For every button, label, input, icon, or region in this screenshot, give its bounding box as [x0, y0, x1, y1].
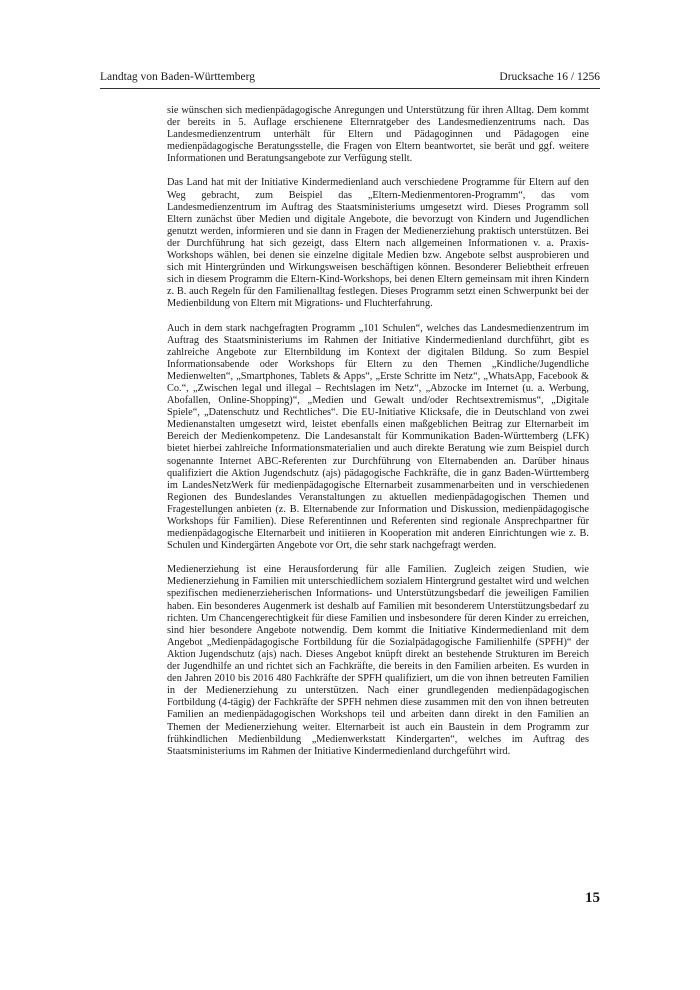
body-text	[167, 105, 589, 770]
header-rule	[100, 88, 600, 89]
paragraph-4: Medienerziehung ist eine Herausforderung für alle Familien. Zugleich zeigen Studien, wie Medienerziehung in Familien mit unterschiedlichem sozialem Hintergrund gestaltet wird und welchen spezifischen medienerzieherischen Informations- und Unterstützungsbedarf die jeweiligen Familien haben. Ein besonderes Augenmerk ist deshalb auf Familien mit besonderem Unterstützungsbedarf zu richten. Um Chancengerechtigkeit für diese Familien und insbesondere für deren Kinder zu erreichen, sind hier besondere Angebote notwendig. Dem kommt die Initiative Kindermedienland mit dem Angebot „Medienpädagogische Fortbildung für die Sozialpädagogische Familienhilfe (SPFH)“ der Aktion Jugendschutz (ajs) nach. Dieses Angebot knüpft direkt an bestehende Strukturen im Bereich der Jugendhilfe an und richtet sich an Fachkräfte, die bereits in den Familien arbeiten. Es wurden in den Jahren 2010 bis 2016 480 Fachkräfte der SPFH qualifiziert, um die von ihnen betreuten Familien in der Medienerziehung zu unterstützen. Nach einer grundlegenden medienpädagogischen Fortbildung (4-tägig) der Fachkräfte der SPFH nehmen diese zusammen mit den von ihnen betreuten Familien an medienpädagogischen Workshops teil und arbeiten dann direkt in den Familien an Themen der Medienerziehung weiter. Elternarbeit ist auch ein Baustein in dem Programm zur frühkindlichen Medienbildung „Medienwerkstatt Kindergarten“, welches im Auftrag des Staatsministeriums im Rahmen der Initiative Kindermedienland durchgeführt wird.	[167, 564, 589, 757]
header-document-number: Drucksache 16 / 1256	[499, 71, 600, 83]
page-header	[100, 70, 600, 88]
page-number: 15	[585, 890, 600, 906]
paragraph-1: sie wünschen sich medienpädagogische Anregungen und Unterstützung für ihren Alltag. Dem kommt der bereits in 5. Auflage erschienene Elternratgeber des Landesmedienzentrums nach. Das Landesmedienzentrum unterhält für Eltern und Pädagoginnen und Pädagogen eine medienpädagogische Beratungsstelle, die Fragen von Eltern beantwortet, sie berät und ggf. weitere Informationen und Beratungsangebote zur Verfügung stellt.	[167, 105, 589, 165]
header-parliament-name: Landtag von Baden-Württemberg	[100, 71, 255, 83]
paragraph-3: Auch in dem stark nachgefragten Programm „101 Schulen“, welches das Landesmedienzentrum im Auftrag des Staatsministeriums im Rahmen der Initiative Kindermedienland durchführt, gibt es zahlreiche Angebote zur Elternbildung im Kontext der digitalen Bildung. So zum Bespiel Informationsabende oder Workshops für Eltern zu den Themen „Kindliche/Jugendliche Medienwelten“, „Smartphones, Tablets & Apps“, „Erste Schritte im Netz“, „WhatsApp, Facebook & Co.“, „Zwischen legal und illegal – Rechtslagen im Netz“, „Abzocke im Internet (u. a. Werbung, Abofallen, Online-Shopping)“, „Medien und Gewalt und/oder Rechtsextremismus“, „Digitale Spiele“, „Datenschutz und Rechtliches“. Die EU-Initiative Klicksafe, die in Deutschland von zwei Medienanstalten umgesetzt wird, leistet ebenfalls einen maßgeblichen Beitrag zur Elternarbeit im Bereich der Medienkompetenz. Die Landesanstalt für Kommunikation Baden-Württemberg (LFK) bietet hierbei zahlreiche Informationsmaterialien und auch direkte Beratung wie zum Beispiel durch sogenannte Internet ABC-Referenten zur Durchführung von Elternabenden an. Darüber hinaus qualifiziert die Aktion Jugendschutz (ajs) pädagogische Fachkräfte, die in ganz Baden-Württemberg im LandesNetzWerk für medienpädagogische Elternarbeit zusammenarbeiten und in verschiedenen Regionen des Bundeslandes Veranstaltungen zu aktuellen medienpädagogischen Themen und Fragestellungen anbieten (z. B. Elternabende zur Information und Diskussion, medienpädagogische Workshops für Familien). Diese Referentinnen und Referenten sind regionale Ansprechpartner für medienpädagogische Elternarbeit und initiieren in Kooperation mit anderen Einrichtungen wie z. B. Schulen und Kindergärten Angebote vor Ort, die sehr stark nachgefragt werden.	[167, 322, 589, 552]
paragraph-2: Das Land hat mit der Initiative Kindermedienland auch verschiedene Programme für Eltern auf den Weg gebracht, zum Beispiel das „Eltern-Medienmentoren-Programm“, das vom Landesmedienzentrum im Auftrag des Staatsministeriums umgesetzt wird. Dieses Programm soll Eltern zunächst über Medien und digitale Angebote, die bevorzugt von Kindern und Jugendlichen genutzt werden, informieren und sie dann in Fragen der Medienerziehung praktisch unterstützen. Bei der Durchführung hat sich gezeigt, dass Eltern nach allgemeinen Informationen v. a. Praxis-Workshops wählen, bei denen sie einzelne digitale Medien bzw. Angebote selbst ausprobieren und sich mit Hintergründen und Wirkungsweisen beschäftigen können. Besonderer Beliebtheit erfreuen sich in diesem Programm die Eltern-Kind-Workshops, bei denen Eltern gemeinsam mit ihren Kindern z. B. auch Regeln für den Familienalltag festlegen. Dieses Programm setzt einen Schwerpunkt bei der Medienbildung von Eltern mit Migrations- und Fluchterfahrung.	[167, 177, 589, 310]
